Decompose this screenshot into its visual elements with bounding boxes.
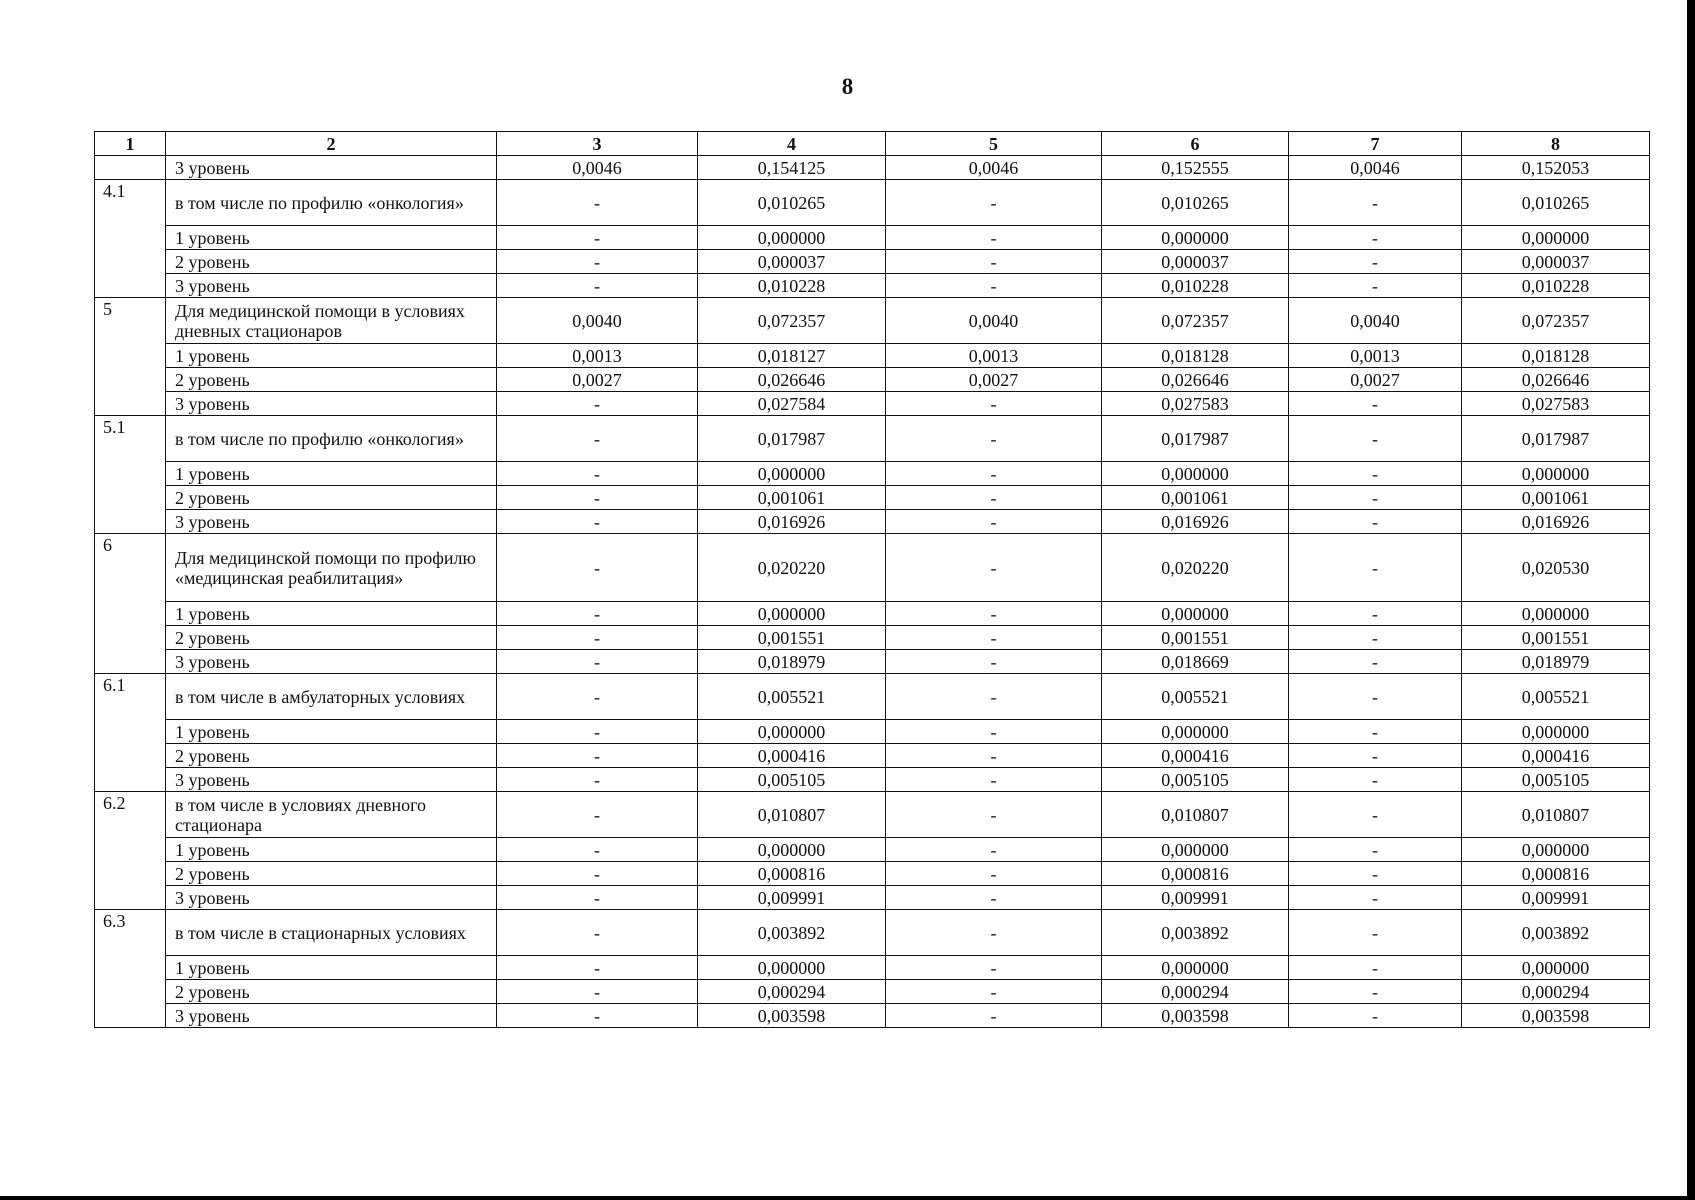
cell-col-6: 0,016926 (1102, 510, 1289, 534)
row-name: в том числе в условиях дневного стационара (166, 792, 497, 838)
cell-col-5: - (886, 486, 1102, 510)
cell-col-6: 0,027583 (1102, 392, 1289, 416)
cell-col-3: - (497, 1004, 698, 1028)
row-name: 3 уровень (166, 392, 497, 416)
table-row (95, 720, 1650, 744)
row-name: 2 уровень (166, 744, 497, 768)
row-name: 2 уровень (166, 250, 497, 274)
cell-col-7: - (1289, 650, 1462, 674)
cell-col-8: 0,009991 (1462, 886, 1650, 910)
cell-col-3: 0,0027 (497, 368, 698, 392)
cell-col-6: 0,005521 (1102, 674, 1289, 720)
cell-col-8: 0,018979 (1462, 650, 1650, 674)
table-row (95, 392, 1650, 416)
table-row (95, 416, 1650, 462)
row-number: 6 (95, 534, 166, 674)
cell-col-7: - (1289, 534, 1462, 602)
cell-col-3: 0,0040 (497, 298, 698, 344)
cell-col-7: - (1289, 462, 1462, 486)
cell-col-4: 0,000000 (698, 956, 886, 980)
cell-col-7: - (1289, 1004, 1462, 1028)
cell-col-6: 0,152555 (1102, 156, 1289, 180)
cell-col-7: - (1289, 180, 1462, 226)
row-name: в том числе в стационарных условиях (166, 910, 497, 956)
cell-col-4: 0,000037 (698, 250, 886, 274)
cell-col-8: 0,005521 (1462, 674, 1650, 720)
cell-col-5: - (886, 862, 1102, 886)
row-name: 3 уровень (166, 886, 497, 910)
table-row (95, 1004, 1650, 1028)
cell-col-5: - (886, 720, 1102, 744)
cell-col-3: - (497, 392, 698, 416)
cell-col-6: 0,001061 (1102, 486, 1289, 510)
cell-col-8: 0,010228 (1462, 274, 1650, 298)
cell-col-3: - (497, 602, 698, 626)
table-row (95, 250, 1650, 274)
cell-col-4: 0,154125 (698, 156, 886, 180)
cell-col-8: 0,000816 (1462, 862, 1650, 886)
cell-col-3: - (497, 862, 698, 886)
cell-col-3: - (497, 720, 698, 744)
cell-col-3: - (497, 768, 698, 792)
table-row (95, 792, 1650, 838)
cell-col-6: 0,072357 (1102, 298, 1289, 344)
cell-col-5: - (886, 226, 1102, 250)
header-col-8: 8 (1462, 132, 1650, 156)
cell-col-7: - (1289, 626, 1462, 650)
cell-col-8: 0,000294 (1462, 980, 1650, 1004)
row-name: Для медицинской помощи в условиях дневных стационаров (166, 298, 497, 344)
cell-col-4: 0,000816 (698, 862, 886, 886)
cell-col-4: 0,000294 (698, 980, 886, 1004)
cell-col-7: - (1289, 792, 1462, 838)
cell-col-3: - (497, 534, 698, 602)
cell-col-4: 0,020220 (698, 534, 886, 602)
table-row (95, 980, 1650, 1004)
table-row (95, 744, 1650, 768)
row-name: 1 уровень (166, 956, 497, 980)
cell-col-6: 0,000294 (1102, 980, 1289, 1004)
cell-col-6: 0,000000 (1102, 462, 1289, 486)
table-row (95, 838, 1650, 862)
cell-col-8: 0,000416 (1462, 744, 1650, 768)
row-name: 3 уровень (166, 156, 497, 180)
cell-col-6: 0,020220 (1102, 534, 1289, 602)
cell-col-6: 0,018128 (1102, 344, 1289, 368)
cell-col-8: 0,017987 (1462, 416, 1650, 462)
cell-col-4: 0,016926 (698, 510, 886, 534)
cell-col-7: - (1289, 392, 1462, 416)
cell-col-3: - (497, 980, 698, 1004)
cell-col-8: 0,016926 (1462, 510, 1650, 534)
cell-col-8: 0,152053 (1462, 156, 1650, 180)
row-number: 4.1 (95, 180, 166, 298)
cell-col-5: - (886, 768, 1102, 792)
row-name: 2 уровень (166, 980, 497, 1004)
cell-col-4: 0,003892 (698, 910, 886, 956)
cell-col-3: - (497, 838, 698, 862)
cell-col-6: 0,000037 (1102, 250, 1289, 274)
cell-col-4: 0,001061 (698, 486, 886, 510)
cell-col-5: - (886, 416, 1102, 462)
cell-col-8: 0,018128 (1462, 344, 1650, 368)
cell-col-6: 0,000000 (1102, 226, 1289, 250)
cell-col-6: 0,003892 (1102, 910, 1289, 956)
row-number (95, 156, 166, 180)
cell-col-6: 0,000000 (1102, 838, 1289, 862)
row-name: 1 уровень (166, 720, 497, 744)
row-name: 2 уровень (166, 368, 497, 392)
cell-col-3: - (497, 274, 698, 298)
cell-col-3: - (497, 226, 698, 250)
row-name: 3 уровень (166, 768, 497, 792)
row-number: 5.1 (95, 416, 166, 534)
cell-col-4: 0,000000 (698, 602, 886, 626)
header-col-5: 5 (886, 132, 1102, 156)
table-row (95, 956, 1650, 980)
cell-col-6: 0,000416 (1102, 744, 1289, 768)
cell-col-3: - (497, 510, 698, 534)
data-table (94, 131, 1650, 1028)
row-name: 1 уровень (166, 344, 497, 368)
cell-col-8: 0,010265 (1462, 180, 1650, 226)
cell-col-4: 0,009991 (698, 886, 886, 910)
header-col-7: 7 (1289, 132, 1462, 156)
row-name: 1 уровень (166, 462, 497, 486)
cell-col-5: 0,0013 (886, 344, 1102, 368)
cell-col-5: - (886, 180, 1102, 226)
cell-col-7: - (1289, 674, 1462, 720)
cell-col-8: 0,027583 (1462, 392, 1650, 416)
cell-col-3: - (497, 650, 698, 674)
row-name: в том числе в амбулаторных условиях (166, 674, 497, 720)
header-col-1: 1 (95, 132, 166, 156)
cell-col-7: - (1289, 980, 1462, 1004)
row-name: 2 уровень (166, 626, 497, 650)
row-name: 3 уровень (166, 650, 497, 674)
cell-col-5: 0,0027 (886, 368, 1102, 392)
table-row (95, 602, 1650, 626)
cell-col-8: 0,000000 (1462, 956, 1650, 980)
cell-col-7: - (1289, 956, 1462, 980)
cell-col-4: 0,010265 (698, 180, 886, 226)
table-row (95, 510, 1650, 534)
cell-col-7: 0,0040 (1289, 298, 1462, 344)
table-row (95, 274, 1650, 298)
cell-col-6: 0,003598 (1102, 1004, 1289, 1028)
table-row (95, 368, 1650, 392)
cell-col-3: - (497, 956, 698, 980)
cell-col-4: 0,003598 (698, 1004, 886, 1028)
table-row (95, 462, 1650, 486)
row-name: в том числе по профилю «онкология» (166, 416, 497, 462)
cell-col-7: - (1289, 720, 1462, 744)
row-name: 1 уровень (166, 226, 497, 250)
cell-col-5: - (886, 838, 1102, 862)
table-row (95, 298, 1650, 344)
cell-col-8: 0,000000 (1462, 838, 1650, 862)
cell-col-8: 0,001551 (1462, 626, 1650, 650)
cell-col-6: 0,026646 (1102, 368, 1289, 392)
cell-col-8: 0,072357 (1462, 298, 1650, 344)
cell-col-5: - (886, 462, 1102, 486)
cell-col-7: - (1289, 862, 1462, 886)
cell-col-3: - (497, 180, 698, 226)
cell-col-5: - (886, 1004, 1102, 1028)
cell-col-7: 0,0027 (1289, 368, 1462, 392)
cell-col-8: 0,005105 (1462, 768, 1650, 792)
table-row (95, 534, 1650, 602)
table-row (95, 768, 1650, 792)
cell-col-6: 0,000816 (1102, 862, 1289, 886)
header-row (95, 132, 1650, 156)
table-row (95, 180, 1650, 226)
cell-col-8: 0,000037 (1462, 250, 1650, 274)
table-row (95, 674, 1650, 720)
cell-col-3: - (497, 792, 698, 838)
cell-col-8: 0,003892 (1462, 910, 1650, 956)
table-row (95, 156, 1650, 180)
cell-col-8: 0,020530 (1462, 534, 1650, 602)
cell-col-7: - (1289, 250, 1462, 274)
cell-col-7: - (1289, 768, 1462, 792)
cell-col-5: - (886, 510, 1102, 534)
cell-col-3: - (497, 744, 698, 768)
row-name: в том числе по профилю «онкология» (166, 180, 497, 226)
cell-col-8: 0,000000 (1462, 602, 1650, 626)
cell-col-7: - (1289, 486, 1462, 510)
cell-col-5: - (886, 744, 1102, 768)
row-number: 6.1 (95, 674, 166, 792)
cell-col-5: 0,0046 (886, 156, 1102, 180)
cell-col-4: 0,017987 (698, 416, 886, 462)
cell-col-7: - (1289, 744, 1462, 768)
row-name: 3 уровень (166, 1004, 497, 1028)
cell-col-5: - (886, 534, 1102, 602)
cell-col-8: 0,010807 (1462, 792, 1650, 838)
header-col-6: 6 (1102, 132, 1289, 156)
cell-col-5: - (886, 602, 1102, 626)
cell-col-4: 0,000000 (698, 720, 886, 744)
cell-col-4: 0,072357 (698, 298, 886, 344)
table-row (95, 650, 1650, 674)
cell-col-7: - (1289, 838, 1462, 862)
cell-col-6: 0,018669 (1102, 650, 1289, 674)
cell-col-8: 0,000000 (1462, 462, 1650, 486)
cell-col-7: - (1289, 274, 1462, 298)
cell-col-4: 0,000416 (698, 744, 886, 768)
cell-col-4: 0,010807 (698, 792, 886, 838)
cell-col-5: - (886, 910, 1102, 956)
cell-col-5: - (886, 886, 1102, 910)
table-row (95, 910, 1650, 956)
cell-col-5: 0,0040 (886, 298, 1102, 344)
cell-col-7: - (1289, 226, 1462, 250)
cell-col-3: - (497, 910, 698, 956)
cell-col-6: 0,005105 (1102, 768, 1289, 792)
cell-col-6: 0,010265 (1102, 180, 1289, 226)
cell-col-7: 0,0013 (1289, 344, 1462, 368)
row-name: 3 уровень (166, 274, 497, 298)
table-row (95, 486, 1650, 510)
header-col-2: 2 (166, 132, 497, 156)
header-col-3: 3 (497, 132, 698, 156)
cell-col-5: - (886, 980, 1102, 1004)
cell-col-5: - (886, 626, 1102, 650)
cell-col-7: - (1289, 510, 1462, 534)
cell-col-3: - (497, 674, 698, 720)
cell-col-4: 0,000000 (698, 226, 886, 250)
cell-col-4: 0,027584 (698, 392, 886, 416)
cell-col-4: 0,001551 (698, 626, 886, 650)
row-name: 2 уровень (166, 486, 497, 510)
cell-col-4: 0,018979 (698, 650, 886, 674)
cell-col-5: - (886, 274, 1102, 298)
cell-col-3: - (497, 486, 698, 510)
cell-col-5: - (886, 674, 1102, 720)
table-row (95, 626, 1650, 650)
cell-col-8: 0,000000 (1462, 720, 1650, 744)
cell-col-8: 0,026646 (1462, 368, 1650, 392)
table-row (95, 344, 1650, 368)
row-number: 5 (95, 298, 166, 416)
cell-col-7: - (1289, 602, 1462, 626)
page-number: 8 (841, 74, 854, 99)
cell-col-5: - (886, 392, 1102, 416)
table-row (95, 886, 1650, 910)
header-col-4: 4 (698, 132, 886, 156)
cell-col-5: - (886, 792, 1102, 838)
table-row (95, 226, 1650, 250)
cell-col-6: 0,000000 (1102, 956, 1289, 980)
cell-col-3: - (497, 626, 698, 650)
cell-col-7: - (1289, 886, 1462, 910)
cell-col-3: - (497, 250, 698, 274)
cell-col-4: 0,026646 (698, 368, 886, 392)
cell-col-7: - (1289, 910, 1462, 956)
row-name: Для медицинской помощи по профилю «медицинская реабилитация» (166, 534, 497, 602)
cell-col-7: 0,0046 (1289, 156, 1462, 180)
cell-col-3: 0,0046 (497, 156, 698, 180)
row-number: 6.3 (95, 910, 166, 1028)
row-name: 2 уровень (166, 862, 497, 886)
cell-col-4: 0,010228 (698, 274, 886, 298)
cell-col-5: - (886, 250, 1102, 274)
cell-col-8: 0,000000 (1462, 226, 1650, 250)
cell-col-6: 0,010807 (1102, 792, 1289, 838)
cell-col-5: - (886, 650, 1102, 674)
cell-col-4: 0,005105 (698, 768, 886, 792)
cell-col-3: - (497, 416, 698, 462)
cell-col-4: 0,000000 (698, 838, 886, 862)
row-name: 3 уровень (166, 510, 497, 534)
cell-col-8: 0,003598 (1462, 1004, 1650, 1028)
cell-col-6: 0,010228 (1102, 274, 1289, 298)
cell-col-6: 0,000000 (1102, 720, 1289, 744)
row-number: 6.2 (95, 792, 166, 910)
cell-col-3: 0,0013 (497, 344, 698, 368)
cell-col-6: 0,000000 (1102, 602, 1289, 626)
cell-col-4: 0,018127 (698, 344, 886, 368)
cell-col-3: - (497, 462, 698, 486)
cell-col-7: - (1289, 416, 1462, 462)
cell-col-6: 0,001551 (1102, 626, 1289, 650)
row-name: 1 уровень (166, 838, 497, 862)
cell-col-4: 0,005521 (698, 674, 886, 720)
cell-col-5: - (886, 956, 1102, 980)
cell-col-4: 0,000000 (698, 462, 886, 486)
table-row (95, 862, 1650, 886)
row-name: 1 уровень (166, 602, 497, 626)
cell-col-6: 0,017987 (1102, 416, 1289, 462)
cell-col-3: - (497, 886, 698, 910)
cell-col-6: 0,009991 (1102, 886, 1289, 910)
cell-col-8: 0,001061 (1462, 486, 1650, 510)
